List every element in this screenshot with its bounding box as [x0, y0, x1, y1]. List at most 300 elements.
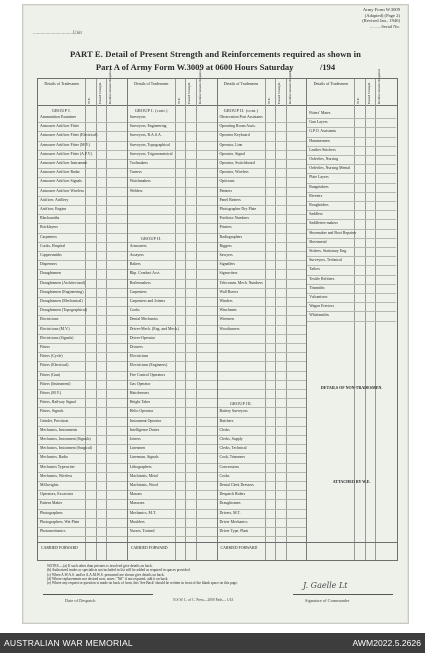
trade-row-label: Panel Beaters — [219, 197, 241, 202]
row-divider — [307, 210, 396, 211]
trade-row-label: Armourer Artificer Wireless — [40, 188, 84, 193]
row-divider — [218, 509, 307, 510]
carry-divider — [38, 542, 397, 543]
row-divider — [218, 352, 307, 353]
trade-row-label: Cooks — [219, 473, 230, 478]
row-divider — [307, 201, 396, 202]
row-divider — [128, 168, 217, 169]
row-divider — [128, 435, 217, 436]
trade-row-label: Ammunition Examiner — [40, 115, 76, 119]
row-divider — [128, 361, 217, 362]
trade-row-label: Roughriders — [309, 203, 329, 207]
row-divider — [307, 155, 396, 156]
trade-row-label: Operator, Wireless — [219, 170, 249, 175]
row-divider — [38, 518, 127, 519]
row-divider — [218, 315, 307, 316]
row-divider — [218, 444, 307, 445]
form-title-line2: Part A of Army Form W.3009 at 0600 Hours Saturday /194 — [95, 62, 336, 72]
trade-row-label: Plate Layers — [309, 175, 329, 180]
trade-row-label: Wiremen — [219, 317, 234, 322]
trade-row-label: Millwrights — [40, 483, 59, 487]
row-divider — [218, 472, 307, 473]
trade-row-label: Moulders — [129, 519, 145, 524]
trade-row-label: Fitters' Mates — [309, 111, 331, 115]
trade-row-label: Textile Refitters — [309, 276, 335, 281]
row-divider — [128, 499, 217, 500]
trade-row-label: Whitesmiths — [309, 313, 329, 318]
trade-row-label: Grinder, Precision — [40, 418, 69, 423]
trade-row-label: Cook, Trimmers — [219, 455, 246, 460]
row-divider — [218, 269, 307, 270]
strength-table — [37, 69, 398, 561]
details-header: Details of Tradesmen — [223, 81, 259, 86]
details-header: Details of Tradesmen — [44, 81, 79, 86]
row-divider — [218, 279, 307, 280]
row-divider — [38, 288, 127, 289]
column-divider — [375, 79, 376, 560]
row-divider — [128, 233, 217, 234]
row-divider — [38, 334, 127, 335]
trade-row-label: Armourer Artificer Fitter (A.F.V.) — [40, 151, 93, 156]
row-divider — [38, 306, 127, 307]
row-divider — [128, 141, 217, 142]
trade-row-label: Concessions — [219, 464, 239, 469]
trade-row-label: Driver-Operator — [129, 335, 155, 340]
trade-row-label: Dispensers — [40, 262, 58, 267]
trade-row-label: Winders — [219, 299, 233, 303]
column-header-vertical: Posted Strength — [187, 82, 192, 104]
trade-row-label: Operator, Signal — [219, 151, 246, 156]
row-divider — [218, 389, 307, 390]
trade-row-label: Intelligence Duties — [129, 427, 160, 432]
trade-row-label: Artificer, Artillery — [40, 197, 69, 202]
trade-row-label: Carpenters — [40, 234, 57, 239]
trade-row-label: Fitters — [40, 345, 50, 349]
trade-row-label: Sheetmetal — [309, 239, 327, 244]
row-divider — [38, 159, 127, 160]
row-divider — [38, 315, 127, 316]
column-divider — [175, 79, 176, 560]
trade-row-label: Stokers, Stationary Eng. — [309, 249, 348, 253]
form-title-line1: PART E. Detail of Present Strength and Reinforcements required as shown in — [69, 49, 361, 59]
row-divider — [128, 150, 217, 151]
row-divider — [38, 371, 127, 372]
row-divider — [38, 279, 127, 280]
column-header-vertical: W.E. — [176, 97, 181, 104]
trade-row-label: Mechanics, Instrument (Signals) — [40, 437, 91, 441]
trade-row-label: Photomechanics — [40, 529, 66, 533]
row-divider — [128, 407, 217, 408]
unit-label: ................................Unit — [33, 31, 82, 36]
row-divider — [218, 233, 307, 234]
trade-row-label: Operator, Switchboard — [219, 161, 255, 165]
trade-row-label: Electricians — [129, 354, 149, 359]
row-divider — [307, 247, 396, 248]
row-divider — [218, 297, 307, 298]
trade-row-label: Electricians (Engineers) — [129, 363, 168, 368]
column-header-vertical: Posted Strength — [97, 82, 102, 104]
row-divider — [128, 315, 217, 316]
trade-row-label: Dental Mechanics — [129, 317, 158, 322]
row-divider — [38, 426, 127, 427]
row-divider — [218, 435, 307, 436]
trade-row-label: Height Taker — [129, 400, 151, 405]
form-notes: NOTES.—(a) If such other than privates is involved give details on back. (b) Authorized trades or specialists not included in list will be added as required in spaces provided. (c) When A.W.A.S. and/or A.A.M.W.S. personnel are shown give details on back. (d) Where replacements not desired now, notes: "Nil" if not required, add it on back. (e) Where any request or question is made on back of form, this 'See Back' should be written in front of the blank space on this page. — [47, 564, 238, 586]
trade-row-label: Signwriters — [219, 271, 238, 276]
row-divider — [218, 426, 307, 427]
row-divider — [218, 177, 307, 178]
trade-row-label: Draughtsmen — [40, 271, 61, 276]
row-divider — [218, 223, 307, 224]
attached-by-we-heading: ATTACHED BY W.E. — [332, 479, 371, 484]
row-divider — [307, 321, 396, 322]
column-divider — [106, 79, 107, 560]
row-divider — [128, 122, 217, 123]
trade-row-label: Boilermakers — [129, 280, 151, 285]
column-header-vertical: Reinforcements Required — [377, 69, 382, 104]
row-divider — [218, 325, 307, 326]
trade-row-label: Surveyors, Technical — [309, 258, 342, 263]
trade-row-label: Carpenters — [129, 289, 147, 294]
trade-row-label: Clerks, Technical — [219, 446, 247, 451]
trade-row-label: Clerks — [219, 427, 230, 432]
row-divider — [307, 137, 396, 138]
trade-row-label: Joiners — [129, 437, 141, 441]
trade-row-label: Sawyers — [219, 253, 233, 257]
trade-row-label: Signallers — [219, 262, 236, 267]
row-divider — [307, 265, 396, 266]
details-header: Details of Tradesmen — [313, 81, 348, 86]
trade-row-label: Masons — [129, 492, 142, 497]
row-divider — [128, 325, 217, 326]
row-divider — [218, 306, 307, 307]
column-header-vertical: Reinforcements Required — [108, 69, 112, 104]
trade-row-label: Winchmen — [219, 308, 237, 313]
trade-row-label: Draughtsmen — [219, 501, 241, 506]
trade-row-label: Draughtsmen (Mechanical) — [40, 299, 83, 303]
row-divider — [128, 223, 217, 224]
trade-row-label: Surveyors, Topographical — [129, 142, 170, 147]
row-divider — [128, 444, 217, 445]
trade-row-label: Painters — [219, 188, 233, 193]
row-divider — [38, 223, 127, 224]
column-divider — [286, 79, 287, 560]
trade-row-label: Operator Keyboard — [219, 133, 250, 138]
trade-row-label: Nurses, Trained — [129, 529, 155, 533]
row-divider — [218, 343, 307, 344]
column-divider — [96, 79, 97, 560]
row-divider — [38, 361, 127, 362]
row-divider — [307, 183, 396, 184]
trade-row-label: Armourer Artificer Signals — [40, 179, 82, 184]
group-title: GROUP II. — [140, 235, 162, 241]
row-divider — [38, 490, 127, 491]
trade-row-label: Driver Type, Plant — [219, 529, 249, 533]
row-divider — [218, 417, 307, 418]
group-divider — [127, 79, 128, 560]
despatch-label: Date of Despatch — [65, 598, 96, 603]
trade-row-label: Bricklayers — [40, 225, 58, 230]
trade-row-label: Operator, Line — [219, 142, 243, 147]
form-sheet — [22, 4, 409, 624]
trade-row-label: Toolmakers — [129, 161, 149, 165]
row-divider — [218, 371, 307, 372]
row-divider — [128, 527, 217, 528]
row-divider — [128, 371, 217, 372]
row-divider — [38, 242, 127, 243]
row-divider — [307, 173, 396, 174]
signature-label: Signature of Commander — [305, 598, 350, 603]
trade-row-label: Cooks, Hospital — [40, 243, 66, 248]
trade-row-label: Coppersmiths — [40, 253, 62, 257]
row-divider — [38, 352, 127, 353]
row-divider — [128, 463, 217, 464]
row-divider — [307, 284, 396, 285]
row-divider — [128, 251, 217, 252]
row-divider — [38, 205, 127, 206]
trade-row-label: Armourer Artificer Instrument — [40, 161, 88, 165]
row-divider — [218, 168, 307, 169]
row-divider — [128, 453, 217, 454]
trade-row-label: Mechanics Typewriter — [40, 464, 75, 469]
row-divider — [128, 380, 217, 381]
trade-row-label: Mechanics, Radio — [40, 455, 69, 460]
row-divider — [218, 463, 307, 464]
row-divider — [38, 122, 127, 123]
trade-row-label: Carpenters and Joiners — [129, 299, 166, 303]
group-title: GROUP II. (cont.) — [223, 108, 259, 113]
trade-row-label: Fitters (Cycle) — [40, 354, 63, 359]
commander-signature: J. Gaelle Lt — [303, 581, 348, 590]
trade-row-label: Masseurs — [129, 501, 145, 506]
row-divider — [128, 242, 217, 243]
trade-row-label: Dental Clerk Dressers — [219, 483, 254, 487]
trade-row-label: Clerks, Supply — [219, 437, 243, 441]
row-divider — [128, 159, 217, 160]
carried-forward-label: CARRIED FORWARD — [41, 546, 78, 550]
row-divider — [128, 426, 217, 427]
trade-row-label: G.P.O. Assistants — [309, 129, 337, 134]
archive-caption-bar — [0, 633, 425, 653]
row-divider — [218, 527, 307, 528]
signature-line — [293, 594, 393, 595]
column-header-vertical: Posted Strength — [366, 82, 371, 104]
column-header-vertical: Posted Strength — [277, 82, 281, 104]
row-divider — [218, 481, 307, 482]
trade-row-label: Mechanics, M.T. — [129, 510, 157, 515]
trade-row-label: Predictor Numbers — [219, 216, 249, 221]
trade-row-label: Mechanics, Instruments — [40, 427, 78, 432]
row-divider — [128, 288, 217, 289]
row-divider — [38, 233, 127, 234]
row-divider — [38, 453, 127, 454]
row-divider — [218, 205, 307, 206]
trade-row-label: Photographer Dry Plate — [219, 207, 257, 211]
row-divider — [218, 407, 307, 408]
row-divider — [38, 168, 127, 169]
row-divider — [38, 536, 127, 537]
row-divider — [38, 260, 127, 261]
details-header: Details of Tradesmen — [134, 81, 169, 86]
trade-row-label: Gas Operator — [129, 381, 151, 386]
trade-row-label: Leather Stitchers — [309, 147, 336, 152]
trade-row-label: Armourers — [129, 243, 147, 248]
trade-row-label: Operating Room Assts. — [219, 124, 256, 129]
row-divider — [38, 527, 127, 528]
row-divider — [307, 302, 396, 303]
row-divider — [128, 297, 217, 298]
row-divider — [218, 150, 307, 151]
row-divider — [218, 398, 307, 399]
row-divider — [307, 164, 396, 165]
trade-row-label: Welders — [129, 188, 143, 193]
row-divider — [218, 159, 307, 160]
trade-row-label: Tinsmiths — [309, 285, 325, 290]
row-divider — [218, 288, 307, 289]
trade-row-label: Fitters (Instrument) — [40, 381, 71, 386]
trade-row-label: Armourer Artificer Fitter (Electrical) — [40, 133, 98, 138]
trade-row-label: Mechanics, Wireless — [40, 473, 73, 478]
trade-row-label: Mechanics, Instrument (Surgical) — [40, 446, 93, 451]
row-divider — [38, 407, 127, 408]
row-divider — [218, 536, 307, 537]
row-divider — [307, 219, 396, 220]
trade-row-label: Operators, Excavator — [40, 492, 74, 497]
row-divider — [38, 380, 127, 381]
row-divider — [38, 509, 127, 510]
trade-row-label: Riveters — [309, 193, 323, 198]
row-divider — [307, 311, 396, 312]
header-divider — [38, 105, 397, 106]
row-divider — [218, 380, 307, 381]
row-divider — [38, 150, 127, 151]
trade-row-label: Shoemaker and Boot Repairer — [309, 230, 357, 235]
row-divider — [38, 177, 127, 178]
trade-row-label: Linesmen — [129, 446, 146, 451]
trade-row-label: Draughtsmen (Topographical) — [40, 308, 87, 313]
row-divider — [307, 146, 396, 147]
trade-row-label: Surveyors, R.A.S.A. — [129, 133, 162, 138]
trade-row-label: Machinists, Metal — [129, 473, 158, 478]
trade-row-label: Radiographers — [219, 234, 243, 239]
group-divider — [217, 79, 218, 560]
column-header-vertical: Reinforcements Required — [287, 69, 292, 104]
column-header-vertical: W.E. — [266, 97, 271, 104]
row-divider — [218, 490, 307, 491]
trade-row-label: Telecomm. Mech. Numbers — [219, 280, 263, 285]
row-divider — [38, 251, 127, 252]
group-divider — [306, 79, 307, 560]
trade-row-label: Pattern Maker — [40, 501, 63, 506]
row-divider — [218, 260, 307, 261]
row-divider — [128, 334, 217, 335]
trade-row-label: Fitters, Railway Signal — [40, 400, 76, 405]
row-divider — [218, 453, 307, 454]
trade-row-label: Lithographers — [129, 464, 152, 469]
trade-row-label: Fire Control Operators — [129, 372, 166, 377]
trade-row-label: Opticians — [219, 179, 235, 184]
non-tradesmen-heading: DETAILS OF NON-TRADESMEN. — [320, 385, 383, 390]
group-title: GROUP III. — [229, 401, 253, 407]
trade-row-label: Observation Post Assistants — [219, 115, 263, 119]
row-divider — [218, 187, 307, 188]
carried-forward-label: CARRIED FORWARD — [220, 546, 258, 550]
row-divider — [218, 242, 307, 243]
row-divider — [38, 481, 127, 482]
row-divider — [218, 196, 307, 197]
trade-row-label: Photographers — [40, 510, 63, 515]
row-divider — [218, 122, 307, 123]
trade-row-label: Linesman, Signals — [129, 455, 159, 460]
trade-row-label: Driver Mechanics — [219, 519, 248, 524]
trade-row-label: Electricians (M.V.) — [40, 326, 70, 331]
row-divider — [38, 435, 127, 436]
row-divider — [38, 269, 127, 270]
column-divider — [354, 79, 355, 560]
row-divider — [128, 490, 217, 491]
trade-row-label: Surveyors, Engineering — [129, 124, 167, 129]
trade-row-label: Bakers — [129, 262, 141, 267]
row-divider — [128, 279, 217, 280]
trade-row-label: Turners — [129, 170, 142, 175]
trade-row-label: Fitters (Electrical) — [40, 363, 69, 368]
trade-row-label: Battery Surveyors — [219, 409, 248, 414]
row-divider — [218, 518, 307, 519]
trade-row-label: Gun Layers — [309, 120, 328, 125]
form-identifier: Army Form W.3009 (Adapted) (Page 2) (Revised Jan., 1940) ..........Serial No. — [362, 7, 400, 29]
trade-row-label: Electricians (Signals) — [40, 335, 74, 340]
column-divider — [196, 79, 197, 560]
column-divider — [265, 79, 266, 560]
trade-row-label: Driver-Mech. (Eng. and Mech.) — [129, 326, 180, 331]
row-divider — [38, 444, 127, 445]
row-divider — [307, 238, 396, 239]
trade-row-label: Surveyors, Trigonometrical — [129, 151, 173, 156]
row-divider — [38, 325, 127, 326]
trade-row-label: Instrument Operator — [129, 418, 162, 423]
row-divider — [128, 131, 217, 132]
trade-row-label: Tailors — [309, 267, 320, 272]
trade-row-label: Vulcanisers — [309, 295, 328, 299]
trade-row-label: Fitters, Signals — [40, 409, 64, 414]
row-divider — [38, 141, 127, 142]
row-divider — [128, 260, 217, 261]
trade-row-label: Surveyors — [129, 115, 146, 119]
trade-row-label: Wall Borers — [219, 289, 239, 294]
column-divider — [185, 79, 186, 560]
trade-row-label: Fitters (Gun) — [40, 372, 61, 377]
row-divider — [218, 251, 307, 252]
trade-row-label: Draughtsmen (Engineering) — [40, 289, 84, 294]
row-divider — [38, 499, 127, 500]
row-divider — [38, 131, 127, 132]
trade-row-label: Blacksmiths — [40, 216, 60, 221]
row-divider — [307, 256, 396, 257]
trade-row-label: Drawers — [129, 345, 143, 349]
trade-row-label: Photographers, Wet Plate — [40, 519, 80, 524]
group-title: GROUP I. (cont.) — [134, 108, 168, 113]
trade-row-label: Wagon Erectors — [309, 304, 335, 309]
row-divider — [38, 196, 127, 197]
row-divider — [38, 187, 127, 188]
row-divider — [128, 481, 217, 482]
column-divider — [275, 79, 276, 560]
trade-row-label: Artificer, Engine — [40, 207, 67, 211]
trade-row-label: Woodturners — [219, 326, 240, 331]
archive-accession-number: AWM2022.5.2626 — [352, 638, 421, 648]
trade-row-label: Armourer Artificer Fitter — [40, 124, 79, 129]
row-divider — [307, 127, 396, 128]
